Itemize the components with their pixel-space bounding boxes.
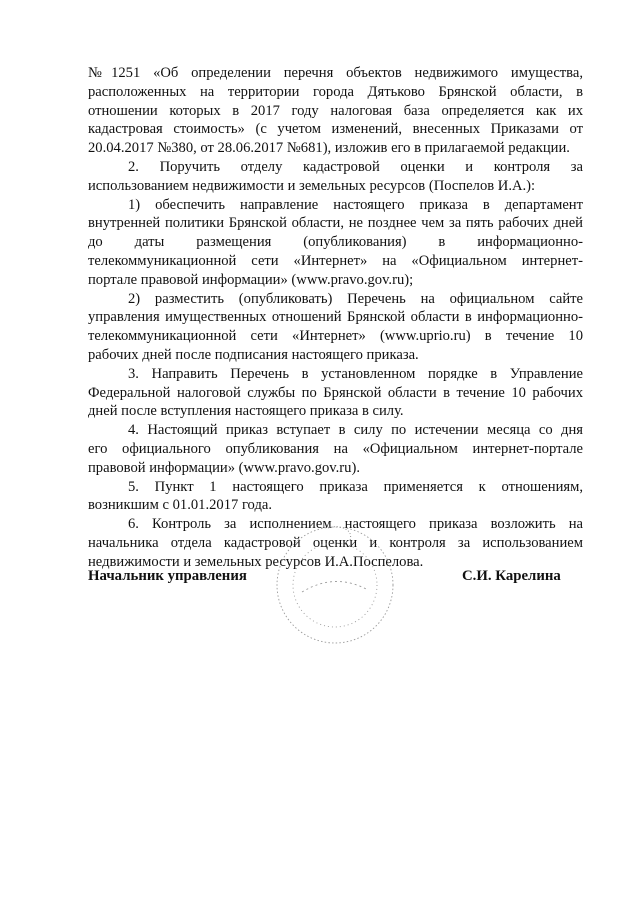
item-5-line: 5. Пункт 1 настоящего приказа применяется к отношениям, [128,478,583,495]
text-line: расположенных на территории города Дятьково Брянской области, в [88,83,583,100]
text-line: портале правовой информации» (www.pravo.gov.ru); [88,271,414,288]
text-line: внутренней политики Брянской области, не позднее чем за пять рабочих дней [88,215,583,232]
text-line: №1251 «Об определении перечня объектов недвижимого имущества, [88,65,583,81]
text-line: дней после вступления настоящего приказа в силу. [88,403,404,420]
text-line: правовой информации» (www.pravo.gov.ru). [88,459,360,476]
subitem-2-line: 2) разместить (опубликовать) Перечень на официальном сайте [128,290,583,307]
official-stamp [270,520,400,650]
text-line: кадастровая стоимость» (с учетом изменений, внесенных Приказами от [88,121,583,138]
text-line: начальника отдела кадастровой оценки и контроля за использованием [88,534,583,551]
text-line: телекоммуникационной сети «Интернет» на «Официальном интернет- [88,252,583,269]
subitem-1-line: 1) обеспечить направление настоящего приказа в департамент [128,196,583,213]
text-line: телекоммуникационной сети «Интернет» (www.uprio.ru) в течение 10 [88,328,583,345]
text-line: рабочих дней после подписания настоящего приказа. [88,346,419,363]
text-line: использованием недвижимости и земельных ресурсов (Поспелов И.А.): [88,177,536,194]
item-2-line: 2. Поручить отделу кадастровой оценки и контроля за [128,158,583,175]
text-line: Федеральной налоговой службы по Брянской области в течение 10 рабочих [88,384,583,401]
text-line: недвижимости и земельных ресурсов И.А.Поспелова. [88,553,424,570]
text-line: 20.04.2017 №380, от 28.06.2017 №681), изложив его в прилагаемой редакции. [88,140,570,157]
item-4-line: 4. Настоящий приказ вступает в силу по истечении месяца со дня [128,422,583,439]
text-line: до даты размещения (опубликования) в информационно- [88,234,583,251]
text-line: управления имущественных отношений Брянской области в информационно- [88,309,583,326]
text-line: его официального опубликования на «Официальном интернет-портале [88,440,583,457]
signatory-position: Начальник управления [88,568,247,584]
text-line: отношении которых в 2017 году налоговая база определяется как их [88,102,583,119]
signatory-name: С.И. Карелина [462,568,561,584]
item-3-line: 3. Направить Перечень в установленном порядке в Управление [128,365,583,382]
text-line: возникшим с 01.01.2017 года. [88,497,272,514]
order-text [88,64,583,572]
item-6-line: 6. Контроль за исполнением настоящего приказа возложить на [128,516,583,533]
